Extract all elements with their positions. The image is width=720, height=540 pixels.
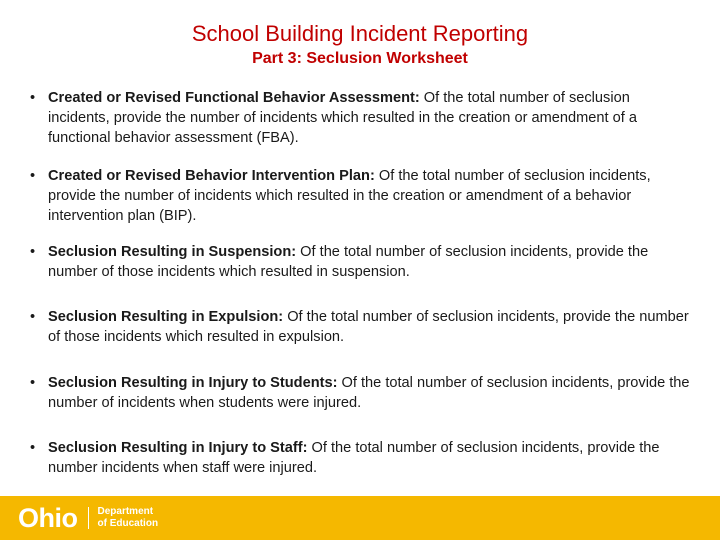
bullet-icon: • (30, 168, 36, 184)
bullet-icon: • (30, 244, 36, 260)
footer-bar (0, 496, 720, 540)
bullet-label: Seclusion Resulting in Injury to Students: (48, 375, 338, 391)
department-label (98, 506, 159, 530)
bullet-item-expulsion (30, 307, 690, 347)
bullet-item-fba (30, 88, 690, 148)
slide-title: School Building Incident Reporting (191, 21, 529, 46)
bullet-text: Of the total number of seclusion incidents, provide the number of incidents when students were injured. (48, 375, 690, 411)
bullet-icon: • (30, 309, 36, 325)
bullet-icon: • (30, 375, 36, 391)
bullet-text: Of the total number of seclusion incidents, provide the number of those incidents which resulted in expulsion. (48, 309, 689, 345)
bullet-item-injury-staff (30, 438, 690, 478)
slide-subtitle: Part 3: Seclusion Worksheet (252, 50, 468, 67)
bullet-item-bip (30, 166, 690, 226)
bullet-text: Of the total number of seclusion incidents, provide the number incidents when staff were injured. (48, 440, 660, 476)
bullet-text: Of the total number of seclusion incidents, provide the number of incidents which resulted in the creation or amendment of a behavior intervention plan (BIP). (48, 168, 651, 224)
bullet-icon: • (30, 90, 36, 106)
logo-divider (88, 507, 89, 529)
bullet-text: Of the total number of seclusion incidents, provide the number of those incidents which resulted in suspension. (48, 244, 649, 280)
bullet-item-injury-students (30, 373, 690, 413)
bullet-text: Of the total number of seclusion incidents, provide the number of incidents which resulted in the creation or amendment of a functional behavior assessment (FBA). (48, 90, 637, 146)
bullet-label: Created or Revised Functional Behavior Assessment: (48, 90, 420, 106)
ohio-wordmark: Ohio (18, 502, 78, 533)
bullet-item-suspension (30, 242, 690, 282)
department-line-1: Department (97, 506, 154, 517)
bullet-label: Seclusion Resulting in Injury to Staff: (48, 440, 308, 456)
bullet-label: Seclusion Resulting in Expulsion: (48, 309, 284, 325)
department-line-2: of Education (97, 518, 159, 529)
ohio-logo (18, 502, 158, 534)
bullet-icon: • (30, 440, 36, 456)
bullet-label: Seclusion Resulting in Suspension: (48, 244, 297, 260)
bullet-label: Created or Revised Behavior Intervention Plan: (48, 168, 375, 184)
